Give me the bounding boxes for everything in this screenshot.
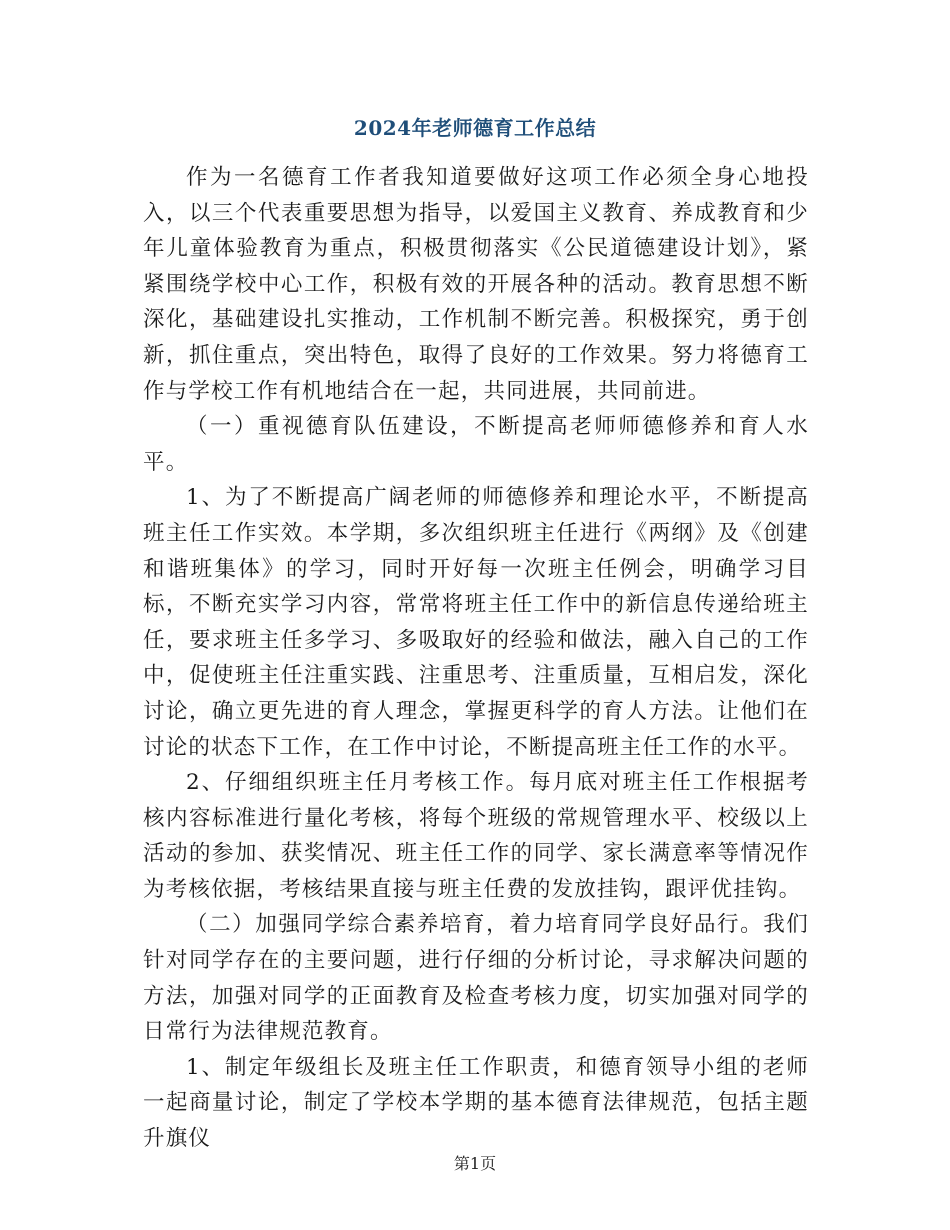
paragraph-section-1-item-2: 2、仔细组织班主任月考核工作。每月底对班主任工作根据考核内容标准进行量化考核，将每个班级的常规管理水平、校级以上活动的参加、获奖情况、班主任工作的同学、家长满意率等情况作为考核依据，考核结果直接与班主任费的发放挂钩，跟评优挂钩。 bbox=[143, 770, 809, 902]
paragraph-section-1-heading: （一）重视德育队伍建设，不断提高老师师德修养和育人水平。 bbox=[143, 414, 809, 475]
paragraph-intro: 作为一名德育工作者我知道要做好这项工作必须全身心地投入，以三个代表重要思想为指导，以爱国主义教育、养成教育和少年儿童体验教育为重点，积极贯彻落实《公民道德建设计划》，紧紧围绕学校中心工作，积极有效的开展各种的活动。教育思想不断深化，基础建设扎实推动，工作机制不断完善。积极探究，勇于创新，抓住重点，突出特色，取得了良好的工作效果。努力将德育工作与学校工作有机地结合在一起，共同进展，共同前进。 bbox=[143, 165, 809, 404]
document-body bbox=[143, 160, 809, 1157]
paragraph-section-2-item-1: 1、制定年级组长及班主任工作职责，和德育领导小组的老师一起商量讨论，制定了学校本学期的基本德育法律规范，包括主题升旗仪 bbox=[143, 1054, 809, 1152]
document-title: 2024年老师德育工作总结 bbox=[353, 116, 597, 140]
page-number: 第1页 bbox=[453, 1154, 497, 1173]
paragraph-section-1-item-1: 1、为了不断提高广阔老师的师德修养和理论水平，不断提高班主任工作实效。本学期，多次组织班主任进行《两纲》及《创建和谐班集体》的学习，同时开好每一次班主任例会，明确学习目标，不断充实学习内容，常常将班主任工作中的新信息传递给班主任，要求班主任多学习、多吸取好的经验和做法，融入自己的工作中，促使班主任注重实践、注重思考、注重质量，互相启发，深化讨论，确立更先进的育人理念，掌握更科学的育人方法。让他们在讨论的状态下工作，在工作中讨论，不断提高班主任工作的水平。 bbox=[143, 485, 809, 760]
paragraph-section-2-heading: （二）加强同学综合素养培育，着力培育同学良好品行。我们针对同学存在的主要问题，进行仔细的分析讨论，寻求解决问题的方法，加强对同学的正面教育及检查考核力度，切实加强对同学的日常行为法律规范教育。 bbox=[143, 912, 809, 1045]
